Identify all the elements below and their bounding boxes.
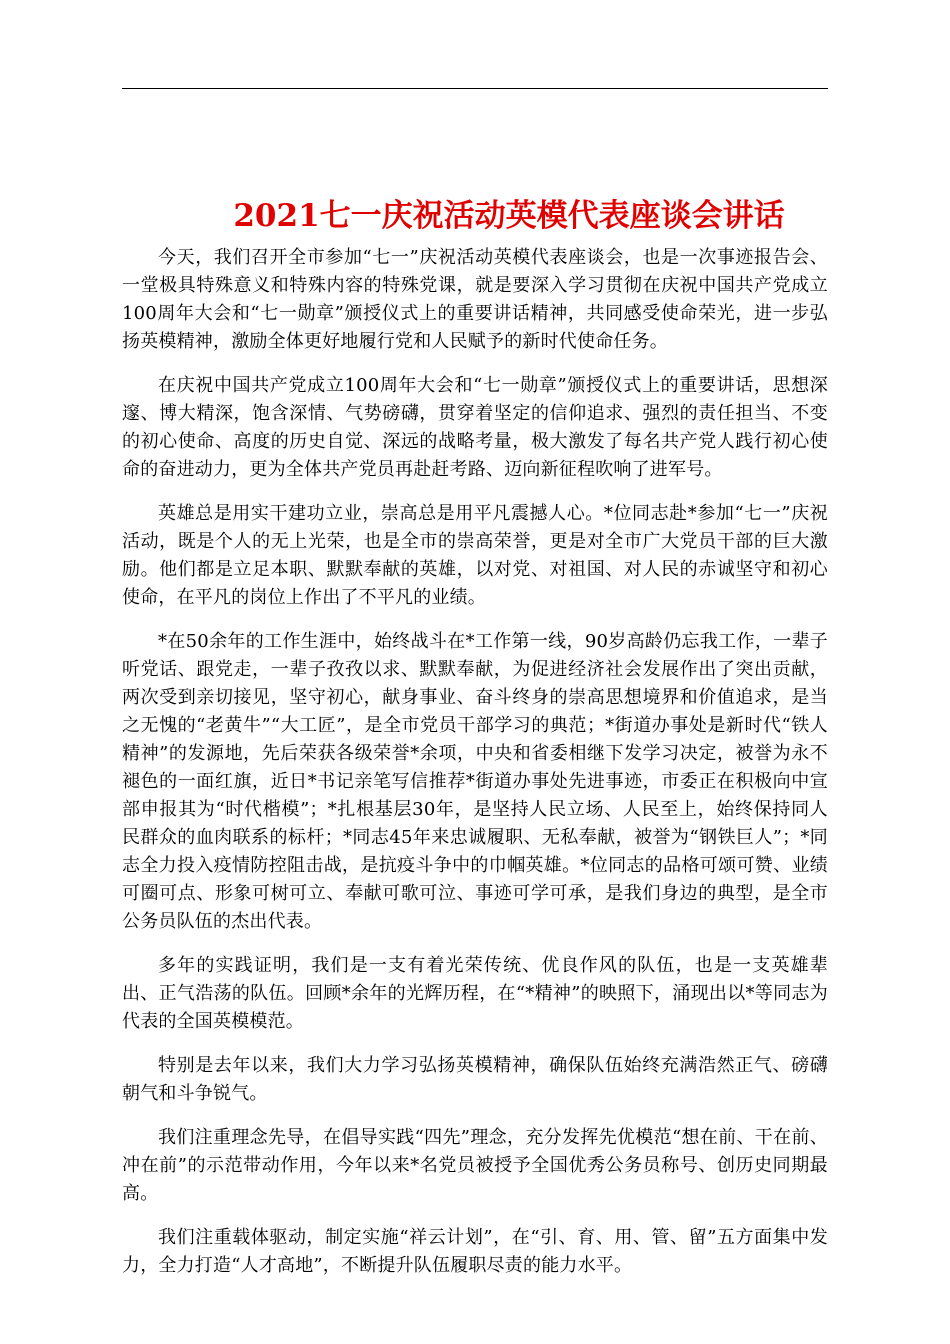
paragraph-4: *在50余年的工作生涯中，始终战斗在*工作第一线，90岁高龄仍忘我工作，一辈子听党话、跟党走，一辈子孜孜以求、默默奉献，为促进经济社会发展作出了突出贡献，两次受到亲切接见，坚守初心，献身事业、奋斗终身的崇高思想境界和价值追求，是当之无愧的“老黄牛”“大工匠”，是全市党员干部学习的典范；*街道办事处是新时代“铁人精神”的发源地，先后荣获各级荣誉*余项，中央和省委相继下发学习决定，被誉为永不褪色的一面红旗，近日*书记亲笔写信推荐*街道办事处先进事迹，市委正在积极向中宣部申报其为“时代楷模”；*扎根基层30年，是坚持人民立场、人民至上，始终保持同人民群众的血肉联系的标杆；*同志45年来忠诚履职、无私奉献，被誉为“钢铁巨人”；*同志全力投入疫情防控阻击战，是抗疫斗争中的巾帼英雄。*位同志的品格可颂可赞、业绩可圈可点、形象可树可立、奉献可歌可泣、事迹可学可承，是我们身边的典型，是全市公务员队伍的杰出代表。 (122, 631, 828, 932)
paragraph-6: 特别是去年以来，我们大力学习弘扬英模精神，确保队伍始终充满浩然正气、磅礴朝气和斗争锐气。 (122, 1055, 828, 1104)
paragraph-3: 英雄总是用实干建功立业，崇高总是用平凡震撼人心。*位同志赴*参加“七一”庆祝活动，既是个人的无上光荣，也是全市的崇高荣誉，更是对全市广大党员干部的巨大激励。他们都是立足本职、默默奉献的英雄，以对党、对祖国、对人民的赤诚坚守和初心使命，在平凡的岗位上作出了不平凡的业绩。 (122, 503, 828, 608)
paragraph-8: 我们注重载体驱动，制定实施“祥云计划”，在“引、育、用、管、留”五方面集中发力，全力打造“人才高地”，不断提升队伍履职尽责的能力水平。 (122, 1227, 828, 1276)
document-body (122, 244, 828, 1296)
paragraph-5: 多年的实践证明，我们是一支有着光荣传统、优良作风的队伍，也是一支英雄辈出、正气浩荡的队伍。回顾*余年的光辉历程，在“*精神”的映照下，涌现出以*等同志为代表的全国英模模范。 (122, 955, 828, 1032)
paragraph-2: 在庆祝中国共产党成立100周年大会和“七一勋章”颁授仪式上的重要讲话，思想深邃、博大精深，饱含深情、气势磅礴，贯穿着坚定的信仰追求、强烈的责任担当、不变的初心使命、高度的历史自觉、深远的战略考量，极大激发了每名共产党人践行初心使命的奋进动力，更为全体共产党员再赴赶考路、迈向新征程吹响了进军号。 (122, 375, 828, 480)
paragraph-1: 今天，我们召开全市参加“七一”庆祝活动英模代表座谈会，也是一次事迹报告会、一堂极具特殊意义和特殊内容的特殊党课，就是要深入学习贯彻在庆祝中国共产党成立100周年大会和“七一勋章”颁授仪式上的重要讲话精神，共同感受使命荣光，进一步弘扬英模精神，激励全体更好地履行党和人民赋予的新时代使命任务。 (122, 247, 828, 352)
paragraph-7: 我们注重理念先导，在倡导实践“四先”理念，充分发挥先优模范“想在前、干在前、冲在前”的示范带动作用，今年以来*名党员被授予全国优秀公务员称号、创历史同期最高。 (122, 1127, 828, 1204)
document-title: 2021七一庆祝活动英模代表座谈会讲话 (233, 198, 785, 234)
header-rule (122, 88, 828, 89)
